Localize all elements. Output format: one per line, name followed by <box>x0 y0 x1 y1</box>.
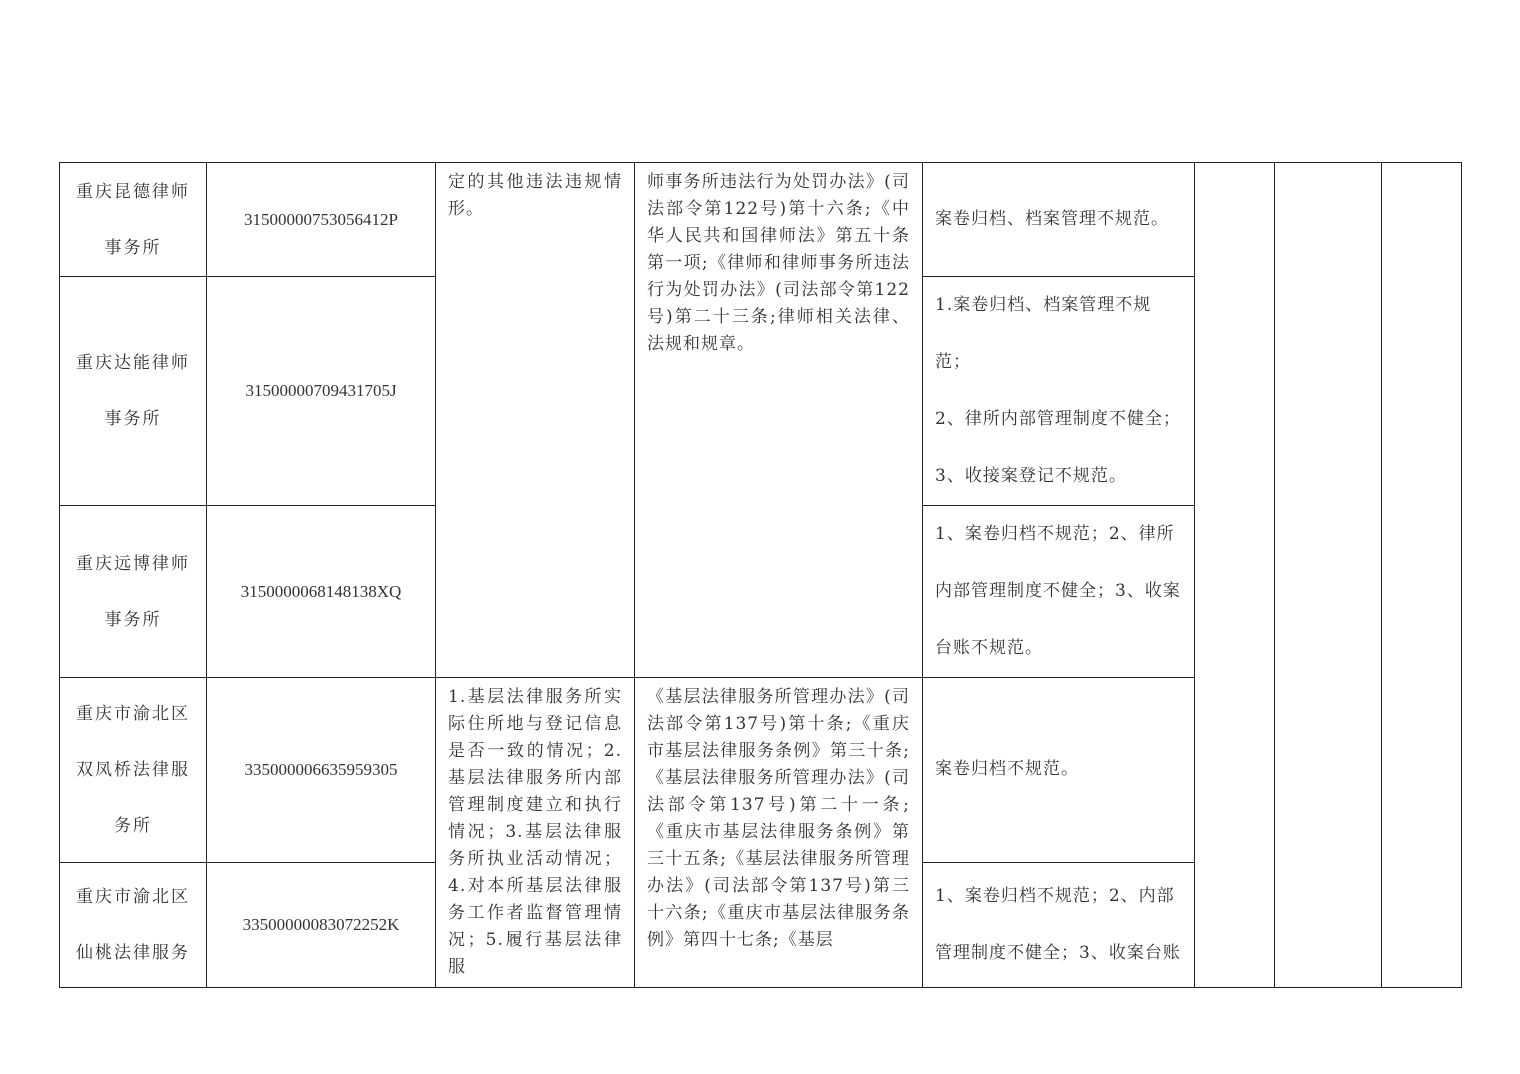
blank-cell <box>1382 163 1462 988</box>
entity-name-line: 重庆达能律师 <box>76 353 190 373</box>
blank-cell <box>1195 163 1275 988</box>
table-row <box>60 163 1462 277</box>
issue-line: 台账不规范。 <box>935 638 1043 658</box>
credit-code-cell: 31500000709431705J <box>207 277 436 506</box>
entity-name-cell <box>60 163 207 277</box>
issue-line: 1.案卷归档、档案管理不规范； <box>935 295 1152 372</box>
entity-name-cell <box>60 678 207 863</box>
entity-name-line: 事务所 <box>104 609 162 630</box>
entity-name-line: 重庆市渝北区 <box>76 703 190 724</box>
entity-name-line: 事务所 <box>104 409 162 429</box>
issues-cell <box>923 678 1195 863</box>
entity-name-line: 重庆市渝北区 <box>76 886 190 907</box>
issues-cell <box>923 163 1195 277</box>
credit-code-cell: 3150000068148138XQ <box>207 506 436 678</box>
issue-line: 案卷归档不规范。 <box>935 759 1079 780</box>
issue-line: 3、收接案登记不规范。 <box>935 466 1127 486</box>
entity-name-line: 重庆昆德律师 <box>76 181 190 202</box>
blank-cell <box>1275 163 1382 988</box>
entity-name-line: 双凤桥法律服 <box>76 759 190 780</box>
entity-name-line: 务所 <box>114 815 152 836</box>
entity-name-cell <box>60 862 207 987</box>
entity-name-cell <box>60 506 207 678</box>
entity-name-line: 仙桃法律服务 <box>76 942 190 963</box>
legal-basis-cell: 师事务所违法行为处罚办法》(司法部令第122号)第十六条;《中华人民共和国律师法》第五十条第一项;《律师和律师事务所违法行为处罚办法》(司法部令第122号)第二十三条;律师相关法律、法规和规章。 <box>635 163 923 678</box>
issue-line: 1、案卷归档不规范；2、内部 <box>935 885 1175 906</box>
credit-code-cell: 33500000083072252K <box>207 862 436 987</box>
issue-line: 管理制度不健全；3、收案台账 <box>935 942 1181 963</box>
issue-line: 内部管理制度不健全；3、收案 <box>935 581 1181 601</box>
credit-code-cell: 31500000753056412P <box>207 163 436 277</box>
entity-name-line: 事务所 <box>104 237 162 258</box>
check-content-cell: 定的其他违法违规情形。 <box>436 163 635 678</box>
issues-cell <box>923 506 1195 678</box>
issue-line: 案卷归档、档案管理不规范。 <box>935 209 1169 229</box>
entity-name-line: 重庆远博律师 <box>76 553 190 574</box>
entity-name-cell <box>60 277 207 506</box>
inspection-results-table <box>59 162 1462 988</box>
issues-cell <box>923 277 1195 506</box>
issues-cell <box>923 862 1195 987</box>
issue-line: 1、案卷归档不规范；2、律所 <box>935 524 1175 544</box>
issue-line: 2、律所内部管理制度不健全； <box>935 409 1181 429</box>
credit-code-cell: 335000006635959305 <box>207 678 436 863</box>
legal-basis-cell: 《基层法律服务所管理办法》(司法部令第137号)第十条;《重庆市基层法律服务条例》第三十条;《基层法律服务所管理办法》(司法部令第137号)第二十一条;《重庆市基层法律服务条例》第三十五条;《基层法律服务所管理办法》(司法部令第137号)第三十六条;《重庆市基层法律服务条例》第四十七条;《基层 <box>635 678 923 988</box>
check-content-cell: 1.基层法律服务所实际住所地与登记信息是否一致的情况；2.基层法律服务所内部管理制度建立和执行情况；3.基层法律服务所执业活动情况；4.对本所基层法律服务工作者监督管理情况；5.履行基层法律服 <box>436 678 635 988</box>
